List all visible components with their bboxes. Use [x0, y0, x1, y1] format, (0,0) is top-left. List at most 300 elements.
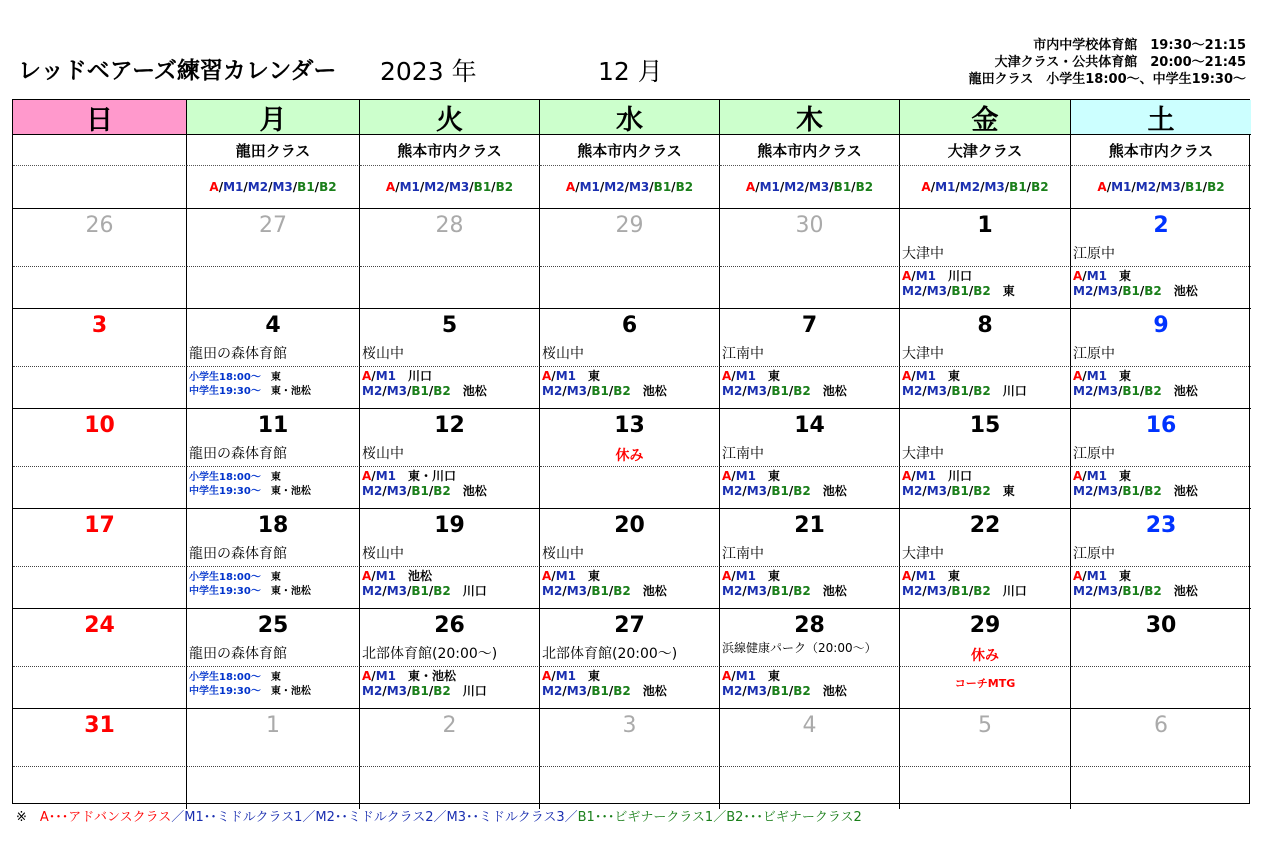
coach-line	[722, 569, 847, 584]
venue-name: 桜山中	[362, 346, 404, 362]
day-cell	[900, 509, 1071, 567]
text-run: B1	[1185, 180, 1203, 194]
text-run: /	[469, 180, 474, 194]
text-run: M2	[362, 384, 383, 398]
venue-name: 龍田の森体育館	[189, 346, 287, 362]
text-run: /	[1139, 484, 1145, 498]
text-run: /	[218, 180, 224, 194]
coach-cell	[900, 567, 1071, 609]
coach-line	[722, 369, 847, 384]
text-run: A･･･アドバンスクラス	[39, 810, 172, 825]
text-run: A	[722, 469, 732, 483]
level-list	[187, 166, 360, 209]
text-run: B1	[411, 584, 429, 598]
coach-line	[189, 371, 311, 385]
text-run: /	[968, 384, 974, 398]
venue-name: 桜山中	[362, 546, 404, 562]
level-legend	[16, 806, 862, 825]
text-run: /	[551, 669, 556, 683]
text-run: 東	[755, 669, 780, 683]
text-run: /	[406, 384, 412, 398]
text-run: M3	[1097, 284, 1118, 298]
text-run: 川口	[935, 269, 972, 283]
text-run: /	[268, 180, 273, 194]
venue-name: 江原中	[1073, 246, 1115, 262]
text-run: 小学生18:00〜	[189, 572, 271, 583]
text-run: B2	[613, 684, 631, 698]
day-number: 20	[614, 513, 645, 538]
coach-cell	[720, 367, 900, 409]
text-run: A	[385, 180, 396, 194]
day-number: 5	[441, 313, 458, 338]
venue-name: 大津中	[902, 346, 944, 362]
text-run: M1	[579, 180, 600, 194]
coach-notes	[189, 371, 311, 399]
day-cell	[187, 709, 360, 767]
text-run: /	[1139, 284, 1145, 298]
text-run: M1	[759, 180, 780, 194]
coach-line	[189, 571, 311, 585]
text-run: /	[371, 569, 376, 583]
text-run: /	[731, 369, 736, 383]
text-run: M2	[542, 684, 563, 698]
coach-notes	[362, 669, 487, 699]
day-number: 1	[266, 713, 280, 738]
text-run: M3	[448, 180, 470, 194]
coach-line	[362, 484, 487, 499]
text-run: /	[1082, 269, 1087, 283]
text-run: /	[766, 384, 772, 398]
coach-line	[542, 569, 667, 584]
day-cell	[360, 409, 540, 467]
coach-cell	[360, 667, 540, 709]
meeting-note: コーチMTG	[954, 677, 1016, 690]
coach-cell	[187, 567, 360, 609]
text-run: 川口	[450, 584, 487, 598]
coach-cell	[187, 467, 360, 509]
class-name: 熊本市内クラス	[360, 135, 540, 166]
text-run: 東	[755, 469, 780, 483]
text-run: /	[788, 584, 794, 598]
text-run: M2	[1073, 484, 1094, 498]
text-run: 小学生18:00〜	[189, 472, 271, 483]
text-run: B2	[973, 484, 991, 498]
coach-line	[362, 369, 487, 384]
text-run: M3	[272, 180, 293, 194]
text-run: A	[902, 369, 912, 383]
coach-cell	[540, 767, 720, 809]
day-cell	[1071, 409, 1251, 467]
day-cell	[540, 509, 720, 567]
coach-line	[1073, 384, 1198, 399]
class-name: 大津クラス	[900, 135, 1071, 166]
text-run: 東・池松	[395, 669, 456, 683]
text-run: A	[362, 669, 372, 683]
text-run: B2	[973, 584, 991, 598]
text-run: 池松	[450, 384, 487, 398]
text-run: /	[382, 684, 387, 698]
text-run: M3	[926, 584, 947, 598]
coach-line	[189, 671, 311, 685]
text-run: A	[1073, 569, 1083, 583]
coach-notes	[362, 569, 487, 599]
coach-line	[902, 269, 1015, 284]
coach-line	[902, 284, 1015, 299]
text-run: /	[586, 684, 592, 698]
text-run: 池松	[810, 584, 847, 598]
text-run: M1	[1086, 469, 1107, 483]
venue-name: 北部体育館(20:00〜)	[542, 646, 678, 662]
coach-cell	[13, 567, 187, 609]
text-run: M1･･ミドルクラス1／M2･･ミドルクラス2／M3･･ミドルクラス3	[184, 810, 565, 825]
text-run: 東	[935, 569, 960, 583]
text-run: ※	[16, 810, 40, 825]
text-run: B1	[951, 584, 969, 598]
day-number: 5	[978, 713, 992, 738]
coach-cell	[1071, 767, 1251, 809]
text-run: /	[1106, 180, 1112, 194]
day-number: 22	[969, 513, 1001, 538]
text-run: 東・池松	[270, 686, 311, 697]
text-run: /	[562, 684, 567, 698]
text-run: /	[804, 180, 809, 194]
text-run: /	[731, 469, 736, 483]
coach-line	[189, 385, 311, 399]
text-run: /	[946, 584, 952, 598]
coach-line	[189, 471, 311, 485]
text-run: M1	[915, 269, 936, 283]
text-run: /	[968, 284, 974, 298]
class-name	[13, 135, 187, 166]
weekday-header: 日	[13, 100, 187, 135]
coach-line	[542, 369, 667, 384]
text-run: A	[362, 469, 372, 483]
text-run: B2	[433, 684, 451, 698]
coach-line	[362, 684, 487, 699]
day-cell	[540, 209, 720, 267]
text-run: 東	[1106, 369, 1131, 383]
weekday-header: 土	[1071, 100, 1251, 135]
text-run: /	[1117, 284, 1123, 298]
text-run: B1	[771, 584, 789, 598]
venue-name: 桜山中	[542, 546, 584, 562]
calendar-grid	[12, 99, 1250, 804]
text-run: A	[362, 569, 372, 583]
text-run: /	[1093, 384, 1098, 398]
venue-name: 大津中	[902, 246, 944, 262]
venue-schedule	[969, 37, 1246, 88]
text-run: 池松	[810, 384, 847, 398]
coach-line	[362, 669, 487, 684]
level-list	[360, 166, 540, 209]
coach-line	[189, 585, 311, 599]
text-run: B2	[613, 584, 631, 598]
text-run: /	[1082, 369, 1087, 383]
text-run: 東	[1106, 569, 1131, 583]
text-run: /	[946, 484, 952, 498]
day-cell	[13, 509, 187, 567]
text-run: B2	[1031, 180, 1049, 194]
text-run: 東	[575, 369, 600, 383]
text-run: B2	[1144, 384, 1162, 398]
text-run: /	[406, 584, 412, 598]
venue-name: 北部体育館(20:00〜)	[362, 646, 498, 662]
day-cell	[540, 609, 720, 667]
text-run: M2	[722, 684, 743, 698]
coach-notes	[1073, 469, 1198, 499]
day-number: 4	[802, 713, 817, 738]
day-cell	[1071, 609, 1251, 667]
text-run: 池松	[630, 384, 667, 398]
venue-name: 江南中	[722, 346, 764, 362]
text-run: B2	[1144, 584, 1162, 598]
text-run: /	[742, 484, 747, 498]
text-run: /	[755, 180, 760, 194]
text-run: M1	[375, 669, 396, 683]
text-run: 中学生19:30〜	[189, 486, 271, 497]
coach-cell	[1071, 667, 1251, 709]
coach-cell	[13, 267, 187, 309]
day-number: 3	[622, 713, 637, 738]
coach-line	[902, 369, 1027, 384]
text-run: /	[922, 584, 927, 598]
text-run: /	[599, 180, 605, 194]
text-run: /	[742, 384, 747, 398]
venue-line: 龍田クラス 小学生18:00〜、中学生19:30〜	[968, 72, 1246, 87]
text-run: 池松	[1161, 384, 1198, 398]
coach-notes	[902, 369, 1027, 399]
text-run: /	[575, 180, 580, 194]
text-run: B1	[653, 180, 672, 194]
text-run: B1	[951, 284, 969, 298]
text-run: M1	[735, 469, 756, 483]
text-run: M1	[399, 180, 420, 194]
month-label: 12 月	[598, 57, 663, 86]
text-run: /	[1117, 384, 1123, 398]
text-run: /	[444, 180, 449, 194]
text-run: B2	[613, 384, 631, 398]
text-run: B1	[411, 484, 429, 498]
venue-name: 龍田の森体育館	[189, 446, 287, 462]
text-run: /	[382, 484, 387, 498]
text-run: 東	[270, 372, 281, 383]
text-run: /	[562, 384, 567, 398]
text-run: B1	[1009, 180, 1027, 194]
text-run: /	[788, 684, 794, 698]
venue-name: 江南中	[722, 546, 764, 562]
day-number: 12	[434, 413, 465, 438]
day-number: 1	[977, 213, 993, 238]
text-run: 池松	[810, 684, 847, 698]
text-run: /	[428, 584, 434, 598]
day-number: 17	[84, 513, 115, 538]
text-run: /	[292, 180, 298, 194]
text-run: B2	[793, 684, 811, 698]
text-run: /	[428, 384, 434, 398]
text-run: B1	[833, 180, 852, 194]
text-run: M1	[735, 669, 756, 683]
text-run: M1	[1086, 569, 1107, 583]
text-run: /	[731, 569, 736, 583]
text-run: M2	[424, 180, 445, 194]
coach-cell	[900, 667, 1071, 709]
coach-line	[1073, 584, 1198, 599]
day-cell	[360, 609, 540, 667]
day-number: 13	[614, 413, 645, 438]
text-run: B2	[1144, 484, 1162, 498]
text-run: 川口	[450, 684, 487, 698]
text-run: 東	[270, 672, 281, 683]
text-run: 東	[755, 369, 780, 383]
text-run: /	[608, 584, 614, 598]
coach-notes	[542, 669, 667, 699]
text-run: M3	[1097, 484, 1118, 498]
text-run: 池松	[395, 569, 432, 583]
text-run: /	[955, 180, 960, 194]
day-number: 25	[257, 613, 289, 638]
coach-cell	[720, 267, 900, 309]
venue-name: 大津中	[902, 446, 944, 462]
day-cell	[720, 409, 900, 467]
text-run: 東・池松	[270, 486, 311, 497]
text-run: M1	[223, 180, 244, 194]
day-cell	[187, 409, 360, 467]
coach-line	[1073, 569, 1198, 584]
day-number: 6	[621, 313, 638, 338]
text-run: /	[911, 569, 916, 583]
text-run: 東	[270, 472, 281, 483]
day-cell	[720, 709, 900, 767]
day-number: 29	[615, 213, 644, 238]
day-cell	[900, 409, 1071, 467]
day-number: 8	[977, 313, 993, 338]
coach-notes	[902, 469, 1015, 499]
text-run: M3	[566, 684, 587, 698]
text-run: M1	[375, 369, 396, 383]
text-run: A	[722, 369, 732, 383]
day-number: 27	[614, 613, 645, 638]
venue-name: 龍田の森体育館	[189, 546, 287, 562]
coach-line	[722, 584, 847, 599]
text-run: /	[779, 180, 785, 194]
day-number: 30	[795, 213, 824, 238]
text-run: M1	[735, 569, 756, 583]
coach-line	[902, 569, 1027, 584]
text-run: 池松	[630, 684, 667, 698]
text-run: M3	[926, 284, 947, 298]
text-run: M1	[555, 569, 576, 583]
text-run: A	[921, 180, 931, 194]
text-run: M2	[1073, 284, 1094, 298]
coach-line	[902, 484, 1015, 499]
text-run: /	[911, 369, 916, 383]
text-run: /	[742, 584, 747, 598]
text-run: /	[624, 180, 629, 194]
day-number: 9	[1153, 313, 1169, 338]
coach-notes	[189, 671, 311, 699]
text-run: A	[542, 369, 552, 383]
coach-cell	[720, 767, 900, 809]
text-run: 東	[755, 569, 780, 583]
text-run: /	[946, 284, 952, 298]
text-run: /	[1139, 584, 1145, 598]
weekday-header: 木	[720, 100, 900, 135]
text-run: /	[243, 180, 248, 194]
text-run: 中学生19:30〜	[189, 386, 271, 397]
coach-cell	[187, 767, 360, 809]
day-number: 28	[435, 213, 464, 238]
text-run: /	[922, 384, 927, 398]
day-number: 7	[801, 313, 818, 338]
day-number: 18	[257, 513, 289, 538]
text-run: B1	[473, 180, 492, 194]
text-run: A	[722, 569, 732, 583]
text-run: /	[371, 369, 376, 383]
text-run: A	[362, 369, 372, 383]
text-run: A	[565, 180, 576, 194]
text-run: 池松	[1161, 284, 1198, 298]
coach-cell	[187, 267, 360, 309]
text-run: /	[1131, 180, 1136, 194]
day-cell	[13, 309, 187, 367]
text-run: /	[1026, 180, 1032, 194]
text-run: 東	[990, 284, 1015, 298]
text-run: 川口	[395, 369, 432, 383]
coach-cell	[13, 367, 187, 409]
coach-line	[362, 384, 487, 399]
text-run: /	[419, 180, 425, 194]
weekday-header: 金	[900, 100, 1071, 135]
class-name: 熊本市内クラス	[540, 135, 720, 166]
venue-name: 龍田の森体育館	[189, 646, 287, 662]
coach-line	[902, 469, 1015, 484]
weekday-header: 水	[540, 100, 720, 135]
text-run: A	[722, 669, 732, 683]
text-run: /	[428, 684, 434, 698]
venue-name: 浜線健康パーク（20:00〜）	[722, 641, 877, 655]
day-cell	[13, 709, 187, 767]
text-run: M2	[1073, 584, 1094, 598]
text-run: M3	[926, 384, 947, 398]
level-list	[900, 166, 1071, 209]
text-run: M3	[566, 384, 587, 398]
day-number: 26	[85, 213, 114, 238]
text-run: M3	[746, 384, 767, 398]
venue-name: 江原中	[1073, 546, 1115, 562]
text-run: M3	[746, 484, 767, 498]
text-run: B1	[297, 180, 315, 194]
level-list	[13, 166, 187, 209]
text-run: /	[968, 584, 974, 598]
coach-cell	[360, 367, 540, 409]
coach-line	[722, 669, 847, 684]
text-run: /	[788, 384, 794, 398]
coach-line	[542, 684, 667, 699]
text-run: /	[1180, 180, 1186, 194]
text-run: /	[968, 484, 974, 498]
text-run: B2	[793, 584, 811, 598]
venue-name: 大津中	[902, 546, 944, 562]
venue-name: 桜山中	[362, 446, 404, 462]
text-run: /	[586, 584, 592, 598]
coach-cell	[360, 567, 540, 609]
day-cell	[187, 209, 360, 267]
coach-line	[902, 584, 1027, 599]
text-run: /	[742, 684, 747, 698]
text-run: M3	[746, 684, 767, 698]
text-run: B2	[319, 180, 337, 194]
text-run: A	[1073, 269, 1083, 283]
